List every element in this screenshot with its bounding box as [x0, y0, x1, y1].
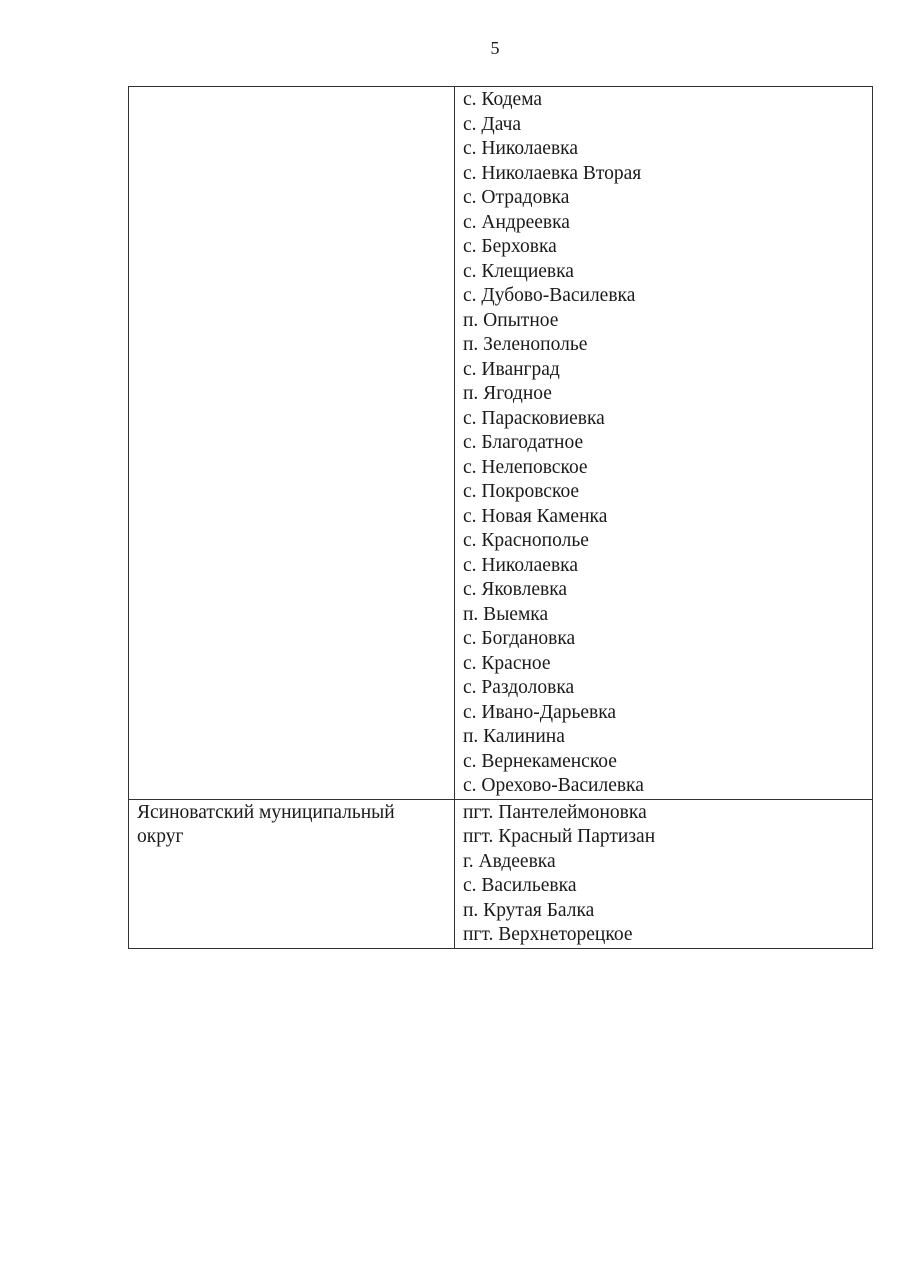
- settlement-item: с. Орехово-Василевка: [463, 775, 644, 796]
- settlement-item: с. Клещиевка: [463, 260, 574, 282]
- settlement-item: с. Николаевка: [463, 554, 578, 576]
- settlement-item: с. Раздоловка: [463, 677, 575, 698]
- settlement-item: с. Яковлевка: [463, 579, 568, 600]
- settlement-item: п. Калинина: [463, 726, 565, 747]
- district-cell: [129, 799, 455, 948]
- district-name: Ясиноватский муниципальный округ: [137, 801, 395, 847]
- settlement-item: с. Вернекаменское: [463, 750, 617, 772]
- settlement-item: с. Кодема: [463, 89, 543, 110]
- settlement-item: п. Опытное: [463, 309, 559, 331]
- settlements-table: [128, 86, 873, 949]
- settlement-item: с. Краснополье: [463, 530, 589, 551]
- page-number: 5: [490, 38, 500, 58]
- settlement-item: пгт. Верхнеторецкое: [463, 924, 633, 945]
- settlement-item: пгт. Пантелеймоновка: [463, 801, 647, 823]
- settlement-item: пгт. Красный Партизан: [463, 826, 656, 847]
- settlement-item: с. Парасковиевка: [463, 407, 605, 429]
- settlement-item: п. Ягодное: [463, 383, 552, 404]
- settlement-item: с. Николаевка Вторая: [463, 162, 642, 184]
- settlement-item: п. Выемка: [463, 603, 549, 625]
- table-row: [129, 799, 873, 948]
- settlement-item: с. Николаевка: [463, 138, 578, 159]
- settlement-item: с. Берховка: [463, 236, 557, 257]
- district-name: [137, 87, 446, 88]
- settlement-item: с. Благодатное: [463, 432, 584, 453]
- settlement-item: с. Андреевка: [463, 211, 570, 233]
- settlement-item: с. Красное: [463, 652, 551, 674]
- settlement-item: с. Дубово-Василевка: [463, 285, 636, 306]
- settlement-item: п. Крутая Балка: [463, 899, 595, 921]
- settlement-item: с. Васильевка: [463, 875, 577, 896]
- settlement-item: с. Отрадовка: [463, 187, 570, 208]
- district-cell: [129, 87, 455, 800]
- settlement-item: с. Иванград: [463, 358, 560, 380]
- settlement-item: с. Покровское: [463, 481, 580, 502]
- settlement-item: г. Авдеевка: [463, 850, 556, 872]
- settlements-cell: [455, 799, 873, 948]
- settlements-cell: [455, 87, 873, 800]
- settlement-item: с. Дача: [463, 113, 522, 135]
- settlement-item: п. Зеленополье: [463, 334, 588, 355]
- settlement-item: с. Ивано-Дарьевка: [463, 701, 617, 723]
- table-row: [129, 87, 873, 800]
- settlement-item: с. Нелеповское: [463, 456, 588, 478]
- settlement-item: с. Новая Каменка: [463, 505, 608, 527]
- settlement-item: с. Богдановка: [463, 628, 576, 649]
